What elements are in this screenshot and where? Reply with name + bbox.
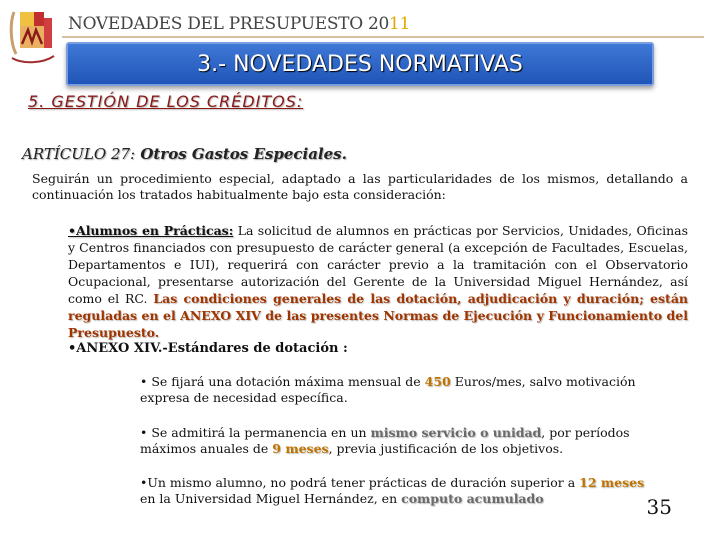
meses-value: 9 meses [272,441,329,456]
page-number: 35 [646,495,672,519]
intro-paragraph: Seguirán un procedimiento especial, adaptado a las particularidades de los mismos, detallando a continuación los tratados habitualmente bajo esta consideración: [32,171,688,202]
header-title: NOVEDADES DEL PRESUPUESTO 2011 [68,14,411,34]
university-logo [6,8,58,64]
header-divider [62,36,704,38]
article-title: Otros Gastos Especiales. [135,145,347,163]
bullet-dotacion: • Se fijará una dotación máxima mensual de 450 Euros/mes, salvo motivación expresa de necesidad específica. [140,374,636,405]
duracion-value: 12 meses [579,475,645,490]
banner-title: 3.- NOVEDADES NORMATIVAS [197,51,523,77]
bullet-permanencia: • Se admitirá la permanencia en un mismo servicio o unidad, por períodos máximos anuales de 9 meses, previa justificación de los objetivos. [140,425,630,456]
article-number: ARTÍCULO 27: [22,145,136,163]
alumnos-highlight: Las condiciones generales de las dotación, adjudicación y duración; están reguladas en el ANEXO XIV de las presentes Normas de Ejecución y Funcionamiento del Presupuesto. [68,291,689,340]
header-year: 11 [388,14,411,34]
article-heading [22,145,347,163]
section-banner [66,42,654,86]
alumnos-body: La solicitud de alumnos en prácticas por Servicios, Unidades, Oficinas y Centros financiados con presupuesto de carácter general (a excepción de Facultades, Escuelas, Departamentos e IUI), requerirá con carácter previo a la tramitación con el Observatorio Ocupacional, presentarse autorización del Gerente de la Universidad Miguel Hernández, así como el RC. [68,223,688,306]
bullet-duracion: •Un mismo alumno, no podrá tener prácticas de duración superior a 12 meses en la Universidad Miguel Hernández, en computo acumulado [140,475,645,506]
alumnos-paragraph [68,222,688,341]
servicio-value: mismo servicio o unidad [370,425,542,440]
section-title: 5. GESTIÓN DE LOS CRÉDITOS: [28,92,304,111]
alumnos-label: •Alumnos en Prácticas: [68,223,234,238]
dotacion-value: 450 [424,374,451,389]
anexo-heading: •ANEXO XIV.-Estándares de dotación : [68,341,348,356]
computo-value: computo acumulado [401,491,544,506]
